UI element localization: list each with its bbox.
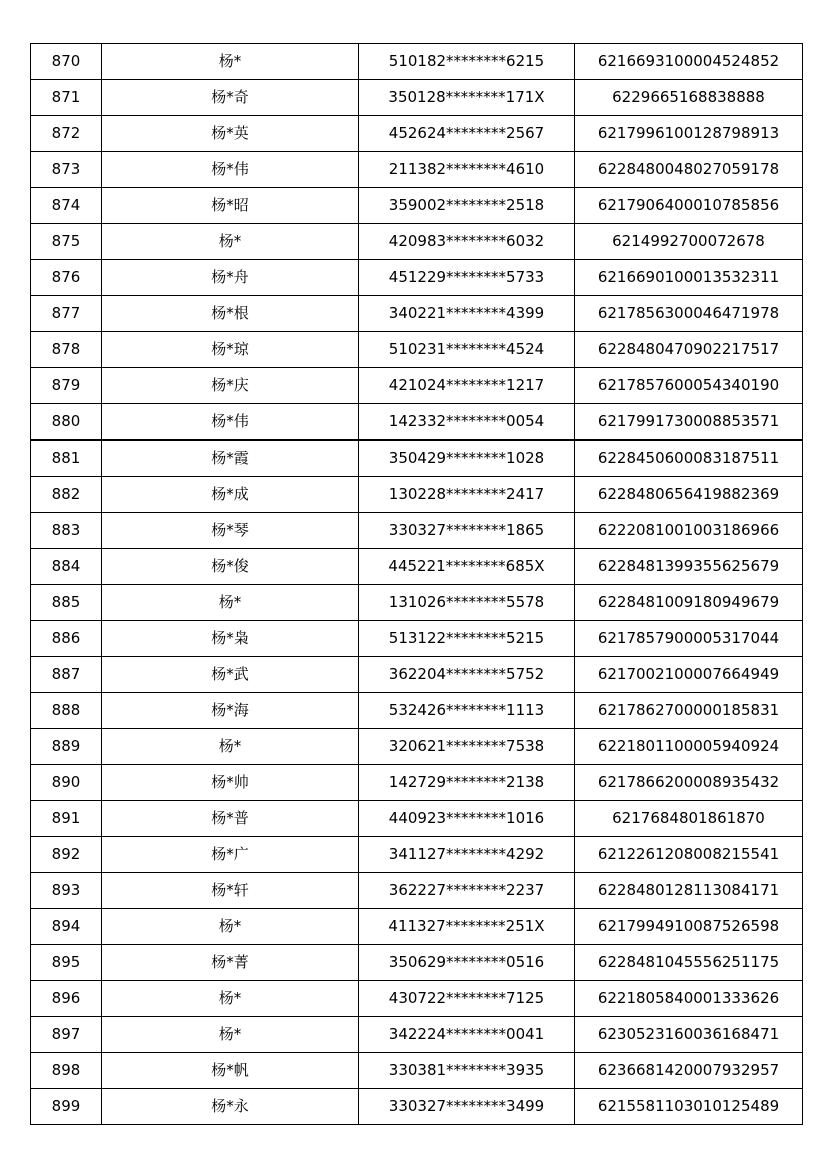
table-row — [31, 549, 803, 585]
document-page — [30, 43, 802, 1125]
name-cell: 杨* — [102, 1017, 359, 1053]
row-number-cell: 894 — [31, 909, 102, 945]
id-number-cell: 362204********5752 — [359, 657, 575, 693]
id-number-cell: 421024********1217 — [359, 368, 575, 404]
id-number-cell: 130228********2417 — [359, 477, 575, 513]
id-number-cell: 211382********4610 — [359, 152, 575, 188]
account-number-cell: 6228480048027059178 — [575, 152, 803, 188]
id-number-cell: 513122********5215 — [359, 621, 575, 657]
id-number-cell: 420983********6032 — [359, 224, 575, 260]
account-number-cell: 6217994910087526598 — [575, 909, 803, 945]
name-cell: 杨*海 — [102, 693, 359, 729]
table-row — [31, 765, 803, 801]
account-number-cell: 6221805840001333626 — [575, 981, 803, 1017]
row-number-cell: 880 — [31, 404, 102, 441]
roster-table — [30, 43, 803, 1125]
row-number-cell: 871 — [31, 80, 102, 116]
name-cell: 杨*成 — [102, 477, 359, 513]
name-cell: 杨*广 — [102, 837, 359, 873]
table-row — [31, 332, 803, 368]
name-cell: 杨*英 — [102, 116, 359, 152]
account-number-cell: 6217862700000185831 — [575, 693, 803, 729]
table-row — [31, 513, 803, 549]
id-number-cell: 320621********7538 — [359, 729, 575, 765]
table-row — [31, 1017, 803, 1053]
roster-table-body — [31, 44, 803, 1125]
row-number-cell: 878 — [31, 332, 102, 368]
account-number-cell: 6217991730008853571 — [575, 404, 803, 441]
id-number-cell: 342224********0041 — [359, 1017, 575, 1053]
id-number-cell: 142332********0054 — [359, 404, 575, 441]
table-row — [31, 296, 803, 332]
table-row — [31, 440, 803, 477]
id-number-cell: 510182********6215 — [359, 44, 575, 80]
account-number-cell: 6228450600083187511 — [575, 440, 803, 477]
id-number-cell: 330381********3935 — [359, 1053, 575, 1089]
table-row — [31, 801, 803, 837]
account-number-cell: 6228480656419882369 — [575, 477, 803, 513]
table-row — [31, 693, 803, 729]
table-row — [31, 981, 803, 1017]
name-cell: 杨*琼 — [102, 332, 359, 368]
id-number-cell: 350629********0516 — [359, 945, 575, 981]
table-row — [31, 44, 803, 80]
account-number-cell: 6217857600054340190 — [575, 368, 803, 404]
row-number-cell: 882 — [31, 477, 102, 513]
row-number-cell: 892 — [31, 837, 102, 873]
table-row — [31, 909, 803, 945]
id-number-cell: 445221********685X — [359, 549, 575, 585]
name-cell: 杨*琴 — [102, 513, 359, 549]
account-number-cell: 6229665168838888 — [575, 80, 803, 116]
account-number-cell: 6216690100013532311 — [575, 260, 803, 296]
account-number-cell: 6228481045556251175 — [575, 945, 803, 981]
row-number-cell: 874 — [31, 188, 102, 224]
table-row — [31, 657, 803, 693]
name-cell: 杨*伟 — [102, 152, 359, 188]
id-number-cell: 341127********4292 — [359, 837, 575, 873]
account-number-cell: 6222081001003186966 — [575, 513, 803, 549]
name-cell: 杨*普 — [102, 801, 359, 837]
id-number-cell: 330327********3499 — [359, 1089, 575, 1125]
row-number-cell: 870 — [31, 44, 102, 80]
name-cell: 杨*菁 — [102, 945, 359, 981]
row-number-cell: 872 — [31, 116, 102, 152]
id-number-cell: 451229********5733 — [359, 260, 575, 296]
account-number-cell: 6217684801861870 — [575, 801, 803, 837]
name-cell: 杨*帅 — [102, 765, 359, 801]
account-number-cell: 6215581103010125489 — [575, 1089, 803, 1125]
id-number-cell: 452624********2567 — [359, 116, 575, 152]
name-cell: 杨*根 — [102, 296, 359, 332]
table-row — [31, 1053, 803, 1089]
id-number-cell: 532426********1113 — [359, 693, 575, 729]
account-number-cell: 6216693100004524852 — [575, 44, 803, 80]
table-row — [31, 1089, 803, 1125]
row-number-cell: 884 — [31, 549, 102, 585]
account-number-cell: 6228481009180949679 — [575, 585, 803, 621]
id-number-cell: 510231********4524 — [359, 332, 575, 368]
account-number-cell: 6230523160036168471 — [575, 1017, 803, 1053]
table-row — [31, 188, 803, 224]
name-cell: 杨* — [102, 729, 359, 765]
name-cell: 杨*伟 — [102, 404, 359, 441]
row-number-cell: 893 — [31, 873, 102, 909]
name-cell: 杨*枭 — [102, 621, 359, 657]
table-row — [31, 729, 803, 765]
row-number-cell: 890 — [31, 765, 102, 801]
name-cell: 杨* — [102, 981, 359, 1017]
id-number-cell: 411327********251X — [359, 909, 575, 945]
name-cell: 杨*永 — [102, 1089, 359, 1125]
row-number-cell: 885 — [31, 585, 102, 621]
row-number-cell: 887 — [31, 657, 102, 693]
name-cell: 杨*奇 — [102, 80, 359, 116]
name-cell: 杨*武 — [102, 657, 359, 693]
table-row — [31, 621, 803, 657]
row-number-cell: 873 — [31, 152, 102, 188]
id-number-cell: 440923********1016 — [359, 801, 575, 837]
name-cell: 杨* — [102, 44, 359, 80]
account-number-cell: 6236681420007932957 — [575, 1053, 803, 1089]
name-cell: 杨* — [102, 909, 359, 945]
id-number-cell: 340221********4399 — [359, 296, 575, 332]
table-row — [31, 260, 803, 296]
id-number-cell: 330327********1865 — [359, 513, 575, 549]
id-number-cell: 359002********2518 — [359, 188, 575, 224]
name-cell: 杨*霞 — [102, 440, 359, 477]
table-row — [31, 873, 803, 909]
name-cell: 杨*舟 — [102, 260, 359, 296]
id-number-cell: 131026********5578 — [359, 585, 575, 621]
table-row — [31, 404, 803, 441]
table-row — [31, 837, 803, 873]
account-number-cell: 6217856300046471978 — [575, 296, 803, 332]
account-number-cell: 6228481399355625679 — [575, 549, 803, 585]
table-row — [31, 945, 803, 981]
row-number-cell: 895 — [31, 945, 102, 981]
row-number-cell: 896 — [31, 981, 102, 1017]
name-cell: 杨*俊 — [102, 549, 359, 585]
id-number-cell: 430722********7125 — [359, 981, 575, 1017]
row-number-cell: 877 — [31, 296, 102, 332]
table-row — [31, 224, 803, 260]
table-row — [31, 116, 803, 152]
account-number-cell: 6214992700072678 — [575, 224, 803, 260]
row-number-cell: 886 — [31, 621, 102, 657]
id-number-cell: 362227********2237 — [359, 873, 575, 909]
row-number-cell: 879 — [31, 368, 102, 404]
account-number-cell: 6221801100005940924 — [575, 729, 803, 765]
account-number-cell: 6228480470902217517 — [575, 332, 803, 368]
account-number-cell: 6217906400010785856 — [575, 188, 803, 224]
name-cell: 杨* — [102, 224, 359, 260]
id-number-cell: 350429********1028 — [359, 440, 575, 477]
row-number-cell: 883 — [31, 513, 102, 549]
row-number-cell: 875 — [31, 224, 102, 260]
account-number-cell: 6217002100007664949 — [575, 657, 803, 693]
table-row — [31, 80, 803, 116]
row-number-cell: 888 — [31, 693, 102, 729]
name-cell: 杨*昭 — [102, 188, 359, 224]
row-number-cell: 891 — [31, 801, 102, 837]
name-cell: 杨*帆 — [102, 1053, 359, 1089]
table-row — [31, 368, 803, 404]
account-number-cell: 6217996100128798913 — [575, 116, 803, 152]
row-number-cell: 876 — [31, 260, 102, 296]
id-number-cell: 350128********171X — [359, 80, 575, 116]
row-number-cell: 898 — [31, 1053, 102, 1089]
table-row — [31, 585, 803, 621]
name-cell: 杨* — [102, 585, 359, 621]
table-row — [31, 477, 803, 513]
name-cell: 杨*庆 — [102, 368, 359, 404]
row-number-cell: 889 — [31, 729, 102, 765]
row-number-cell: 899 — [31, 1089, 102, 1125]
row-number-cell: 881 — [31, 440, 102, 477]
account-number-cell: 6212261208008215541 — [575, 837, 803, 873]
name-cell: 杨*轩 — [102, 873, 359, 909]
row-number-cell: 897 — [31, 1017, 102, 1053]
id-number-cell: 142729********2138 — [359, 765, 575, 801]
account-number-cell: 6228480128113084171 — [575, 873, 803, 909]
account-number-cell: 6217857900005317044 — [575, 621, 803, 657]
table-row — [31, 152, 803, 188]
account-number-cell: 6217866200008935432 — [575, 765, 803, 801]
